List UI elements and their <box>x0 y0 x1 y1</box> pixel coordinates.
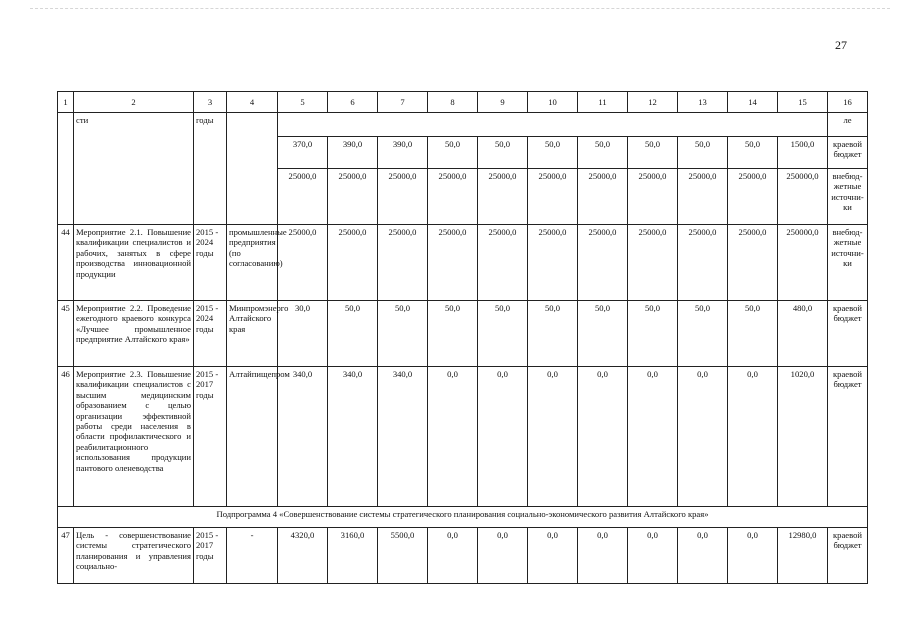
value-cell: 25000,0 <box>728 169 778 225</box>
value-cell: 340,0 <box>278 367 328 507</box>
value-cell: 50,0 <box>328 301 378 367</box>
value-cell: 390,0 <box>328 137 378 169</box>
name-cell: Цель - совершенствование системы стратегического планирования и управления социально- <box>74 528 194 584</box>
header-cell: 8 <box>428 92 478 113</box>
source-cell: внебюд-жетные источни-ки <box>828 169 868 225</box>
value-cell: 0,0 <box>578 528 628 584</box>
value-cell: 25000,0 <box>728 225 778 301</box>
source-cell: краевой бюджет <box>828 367 868 507</box>
value-cell: 50,0 <box>578 301 628 367</box>
row-number: 44 <box>58 225 74 301</box>
value-cell: 25000,0 <box>528 169 578 225</box>
value-cell: 0,0 <box>578 367 628 507</box>
value-cell: 0,0 <box>528 367 578 507</box>
value-cell: 1500,0 <box>778 137 828 169</box>
value-cell: 50,0 <box>428 137 478 169</box>
value-cell: 0,0 <box>678 367 728 507</box>
value-cell: 50,0 <box>478 137 528 169</box>
value-cell: 0,0 <box>728 367 778 507</box>
value-cell: 370,0 <box>278 137 328 169</box>
value-cell: 50,0 <box>378 301 428 367</box>
subprogram-row <box>58 507 868 528</box>
row-number: 47 <box>58 528 74 584</box>
executor-cell: промышленные предприятия (по согласованию) <box>227 225 278 301</box>
header-cell: 13 <box>678 92 728 113</box>
name-cell: Мероприятие 2.2. Проведение ежегодного краевого конкурса «Лучшее промышленное предприятие Алтайского края» <box>74 301 194 367</box>
header-cell: 3 <box>194 92 227 113</box>
table-row <box>58 301 868 367</box>
source-cell: краевой бюджет <box>828 137 868 169</box>
header-cell: 7 <box>378 92 428 113</box>
header-cell: 15 <box>778 92 828 113</box>
value-cell: 50,0 <box>728 301 778 367</box>
value-cell: 50,0 <box>528 137 578 169</box>
source-cell: внебюд-жетные источни-ки <box>828 225 868 301</box>
value-cell: 250000,0 <box>778 225 828 301</box>
value-cell: 0,0 <box>628 367 678 507</box>
value-cell: 0,0 <box>428 528 478 584</box>
header-cell: 16 <box>828 92 868 113</box>
subprogram-title: Подпрограмма 4 «Совершенствование системы стратегического планирования социально-экономического развития Алтайского края» <box>58 507 868 528</box>
header-cell: 2 <box>74 92 194 113</box>
header-cell: 4 <box>227 92 278 113</box>
value-cell: 25000,0 <box>328 225 378 301</box>
name-cell: Мероприятие 2.1. Повышение квалификации специалистов и рабочих, занятых в сфере производства инновационной продукции <box>74 225 194 301</box>
period-cell: 2015 - 2017 годы <box>194 367 227 507</box>
value-cell: 25000,0 <box>428 169 478 225</box>
value-cell: 50,0 <box>628 301 678 367</box>
header-cell: 1 <box>58 92 74 113</box>
header-cell: 9 <box>478 92 528 113</box>
value-cell: 50,0 <box>728 137 778 169</box>
value-cell: 480,0 <box>778 301 828 367</box>
row-number: 45 <box>58 301 74 367</box>
budget-table <box>57 91 868 584</box>
header-row <box>58 92 868 113</box>
value-cell: 25000,0 <box>578 225 628 301</box>
value-cell: 50,0 <box>628 137 678 169</box>
value-cell: 25000,0 <box>328 169 378 225</box>
value-cell: 25000,0 <box>278 225 328 301</box>
value-cell: 25000,0 <box>528 225 578 301</box>
page-number: 27 <box>835 38 847 52</box>
header-cell: 10 <box>528 92 578 113</box>
value-cell: 50,0 <box>428 301 478 367</box>
table-row <box>58 367 868 507</box>
header-cell: 6 <box>328 92 378 113</box>
period-cell: 2015 - 2017 годы <box>194 528 227 584</box>
header-cell: 12 <box>628 92 678 113</box>
value-cell: 0,0 <box>478 367 528 507</box>
value-cell: 4320,0 <box>278 528 328 584</box>
value-cell: 50,0 <box>678 137 728 169</box>
scan-artifact <box>30 8 890 10</box>
value-cell: 340,0 <box>378 367 428 507</box>
value-cell: 340,0 <box>328 367 378 507</box>
value-cell: 25000,0 <box>378 225 428 301</box>
name-cell: сти <box>74 113 194 225</box>
value-cell: 25000,0 <box>478 169 528 225</box>
table-row <box>58 528 868 584</box>
period-cell: годы <box>194 113 227 225</box>
source-cell: краевой бюджет <box>828 528 868 584</box>
period-cell: 2015 - 2024 годы <box>194 301 227 367</box>
value-cell: 390,0 <box>378 137 428 169</box>
value-cell: 0,0 <box>728 528 778 584</box>
value-cell: 0,0 <box>628 528 678 584</box>
value-cell: 5500,0 <box>378 528 428 584</box>
value-cell: 0,0 <box>478 528 528 584</box>
executor-cell: Минпромэнерго Алтайского края <box>227 301 278 367</box>
value-cell: 25000,0 <box>678 225 728 301</box>
value-cell: 3160,0 <box>328 528 378 584</box>
value-cell: 25000,0 <box>628 169 678 225</box>
header-cell: 11 <box>578 92 628 113</box>
table-row <box>58 225 868 301</box>
value-cell: 25000,0 <box>478 225 528 301</box>
executor-cell: Алтайпищепром <box>227 367 278 507</box>
source-cell: ле <box>828 113 868 137</box>
value-cell: 30,0 <box>278 301 328 367</box>
period-cell: 2015 - 2024 годы <box>194 225 227 301</box>
value-cell: 25000,0 <box>628 225 678 301</box>
value-cell: 250000,0 <box>778 169 828 225</box>
row-number: 46 <box>58 367 74 507</box>
value-cell: 0,0 <box>528 528 578 584</box>
value-cell: 25000,0 <box>578 169 628 225</box>
name-cell: Мероприятие 2.3. Повышение квалификации специалистов с высшим медицинским образованием с целью организации эффективной работы среди населения в области профилактического и реабилитационного использования продукции пантового оленеводства <box>74 367 194 507</box>
value-cell: 25000,0 <box>678 169 728 225</box>
value-cell: 1020,0 <box>778 367 828 507</box>
value-cell: 50,0 <box>528 301 578 367</box>
value-cell: 25000,0 <box>378 169 428 225</box>
source-cell: краевой бюджет <box>828 301 868 367</box>
value-cell: 50,0 <box>478 301 528 367</box>
executor-cell: - <box>227 528 278 584</box>
value-cell: 0,0 <box>428 367 478 507</box>
header-cell: 14 <box>728 92 778 113</box>
value-cell: 25000,0 <box>278 169 328 225</box>
header-cell: 5 <box>278 92 328 113</box>
value-cell: 50,0 <box>578 137 628 169</box>
value-cell: 25000,0 <box>428 225 478 301</box>
table-row <box>58 113 868 137</box>
value-cell: 12980,0 <box>778 528 828 584</box>
value-cell: 50,0 <box>678 301 728 367</box>
value-cell: 0,0 <box>678 528 728 584</box>
